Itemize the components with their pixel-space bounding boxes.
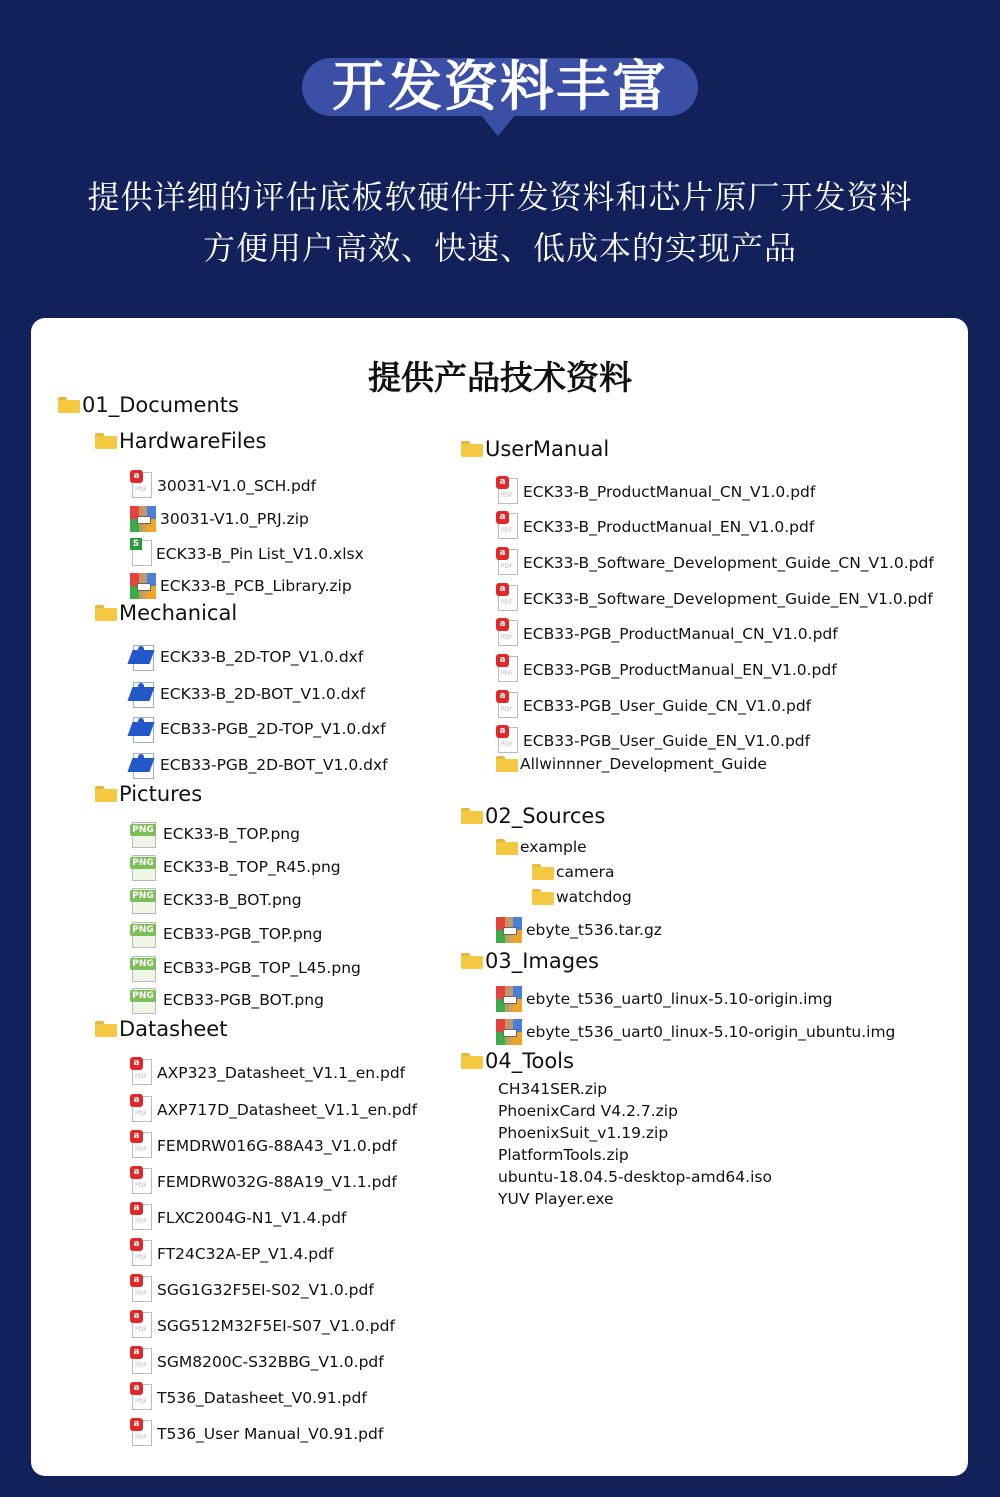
png-image-icon: PNG [130,988,158,1012]
folder-icon [461,1053,483,1069]
cad-file-icon [130,752,156,778]
pdf-file-icon: a PDF [130,1166,152,1194]
folder-item[interactable] [461,437,609,461]
file-item[interactable] [130,573,352,599]
folder-label: Mechanical [119,601,238,625]
pdf-file-icon: a PDF [496,547,518,575]
card-title: 提供产品技术资料 [368,358,632,397]
file-item[interactable] [130,888,302,912]
folder-item[interactable] [95,429,266,453]
pdf-file-icon: a PDF [130,1346,152,1374]
pdf-file-icon: a PDF [130,1202,152,1230]
file-label: 30031-V1.0_PRJ.zip [160,510,309,528]
folder-label: 04_Tools [485,1049,574,1073]
pdf-file-icon: a PDF [496,690,518,718]
file-label: ECB33-PGB_2D-TOP_V1.0.dxf [160,720,386,738]
file-item[interactable] [496,478,815,506]
file-label: ECB33-PGB_User_Guide_CN_V1.0.pdf [523,697,812,715]
folder-label: watchdog [556,888,632,906]
folder-label: Allwinnner_Development_Guide [520,755,767,773]
file-item[interactable] [130,1132,397,1160]
pdf-file-icon: a PDF [130,1418,152,1446]
file-item[interactable] [496,692,811,720]
folder-item[interactable] [58,393,239,417]
folder-icon [532,864,554,880]
png-image-icon: PNG [130,922,158,946]
file-label: CH341SER.zip [498,1080,608,1098]
folder-item[interactable] [532,888,632,906]
pdf-file-icon: a PDF [130,1238,152,1266]
file-label: FEMDRW032G-88A19_V1.1.pdf [157,1173,397,1191]
file-label: ECK33-B_BOT.png [163,891,302,909]
folder-label: Pictures [119,782,203,806]
folder-label: camera [556,863,615,881]
file-label: PhoenixSuit_v1.19.zip [498,1124,669,1142]
file-label: ECK33-B_PCB_Library.zip [160,577,352,595]
file-item[interactable] [496,549,934,577]
folder-item[interactable] [461,804,605,828]
file-item[interactable] [130,506,309,532]
file-label: T536_User Manual_V0.91.pdf [157,1425,384,1443]
folder-icon [461,953,483,969]
folder-icon [461,441,483,457]
pdf-file-icon: a PDF [496,725,518,753]
file-item[interactable] [130,752,388,778]
file-label: FLXC2004G-N1_V1.4.pdf [157,1209,347,1227]
file-item[interactable] [496,585,933,613]
file-item[interactable] [130,540,364,568]
folder-item[interactable] [95,601,237,625]
file-item[interactable] [130,1276,374,1304]
archive-file-icon [130,573,156,599]
folder-icon [461,808,483,824]
file-item[interactable] [130,988,324,1012]
file-label: ECB33-PGB_ProductManual_CN_V1.0.pdf [523,625,838,643]
file-label: ECB33-PGB_User_Guide_EN_V1.0.pdf [523,732,811,750]
file-item[interactable] [496,917,662,943]
file-label: SGG1G32F5EI-S02_V1.0.pdf [157,1281,374,1299]
file-label: ECB33-PGB_ProductManual_EN_V1.0.pdf [523,661,837,679]
file-label: AXP323_Datasheet_V1.1_en.pdf [157,1064,406,1082]
archive-file-icon [496,1019,522,1045]
file-item[interactable] [130,644,363,670]
spreadsheet-file-icon: S [130,538,152,566]
file-item[interactable] [130,1312,395,1340]
png-image-icon: PNG [130,956,158,980]
folder-icon [95,786,117,802]
pdf-file-icon: a PDF [496,583,518,611]
file-label: YUV Player.exe [498,1190,614,1208]
file-item[interactable] [496,1019,895,1045]
pdf-file-icon: a PDF [496,618,518,646]
file-item[interactable] [498,1102,678,1120]
file-label: ECB33-PGB_TOP_L45.png [163,959,361,977]
file-label: ECK33-B_TOP.png [163,825,300,843]
page-title: 开发资料丰富 [332,55,668,118]
file-item[interactable] [130,822,300,846]
file-item[interactable] [130,681,365,707]
file-label: ubuntu-18.04.5-desktop-amd64.iso [498,1168,772,1186]
file-item[interactable] [130,1384,367,1412]
cad-file-icon [130,716,156,742]
folder-label: 01_Documents [82,393,239,417]
folder-label: UserManual [485,437,610,461]
file-item[interactable] [498,1168,772,1186]
file-item[interactable] [496,986,832,1012]
file-item[interactable] [130,1059,405,1087]
file-label: SGM8200C-S32BBG_V1.0.pdf [157,1353,384,1371]
folder-label: 03_Images [485,949,599,973]
file-label: ECB33-PGB_2D-BOT_V1.0.dxf [160,756,388,774]
pdf-file-icon: a PDF [496,511,518,539]
file-item[interactable] [130,1096,417,1124]
file-label: ECK33-B_2D-TOP_V1.0.dxf [160,648,364,666]
folder-icon [496,756,518,772]
folder-label: 02_Sources [485,804,606,828]
subtitle-line-2: 方便用户高效、快速、低成本的实现产品 [202,229,797,267]
file-label: ebyte_t536_uart0_linux-5.10-origin.img [526,990,833,1008]
subtitle-line-1: 提供详细的评估底板软硬件开发资料和芯片原厂开发资料 [87,178,913,216]
pdf-file-icon: a PDF [496,476,518,504]
pdf-file-icon: a PDF [130,1310,152,1338]
file-item[interactable] [130,1204,346,1232]
folder-icon [95,433,117,449]
png-image-icon: PNG [130,855,158,879]
folder-icon [496,839,518,855]
file-label: SGG512M32F5EI-S07_V1.0.pdf [157,1317,395,1335]
folder-item[interactable] [461,1049,574,1073]
file-item[interactable] [130,922,322,946]
file-label: ECK33-B_Software_Development_Guide_EN_V1.0.pdf [523,590,933,608]
file-label: ECK33-B_TOP_R45.png [163,858,341,876]
folder-icon [58,397,80,413]
file-item[interactable] [130,1420,383,1448]
file-label: PhoenixCard V4.2.7.zip [498,1102,678,1120]
file-item[interactable] [498,1190,614,1208]
cad-file-icon [130,644,156,670]
file-label: PlatformTools.zip [498,1146,629,1164]
archive-file-icon [496,986,522,1012]
file-item[interactable] [130,956,361,980]
file-label: ECK33-B_ProductManual_EN_V1.0.pdf [523,518,815,536]
pdf-file-icon: a PDF [130,1130,152,1158]
png-image-icon: PNG [130,888,158,912]
file-label: ECK33-B_Pin List_V1.0.xlsx [156,545,364,563]
file-item[interactable] [498,1146,629,1164]
pdf-file-icon: a PDF [130,1274,152,1302]
archive-file-icon [496,917,522,943]
pdf-file-icon: a PDF [130,1057,152,1085]
file-item[interactable] [498,1080,607,1098]
file-item[interactable] [130,1240,333,1268]
file-label: ECB33-PGB_BOT.png [163,991,324,1009]
file-item[interactable] [130,716,386,742]
file-label: FT24C32A-EP_V1.4.pdf [157,1245,334,1263]
file-item[interactable] [496,656,837,684]
file-item[interactable] [496,513,814,541]
folder-label: HardwareFiles [119,429,267,453]
file-label: 30031-V1.0_SCH.pdf [157,477,317,495]
folder-item[interactable] [532,863,615,881]
file-label: AXP717D_Datasheet_V1.1_en.pdf [157,1101,418,1119]
file-item[interactable] [130,1168,397,1196]
folder-label: Datasheet [119,1017,228,1041]
pdf-file-icon: a PDF [130,470,152,498]
file-label: ebyte_t536_uart0_linux-5.10-origin_ubuntu.img [526,1023,896,1041]
folder-icon [95,1021,117,1037]
folder-item[interactable] [95,1017,227,1041]
folder-item[interactable] [496,838,587,856]
folder-icon [532,889,554,905]
folder-item[interactable] [95,782,202,806]
file-label: ECK33-B_2D-BOT_V1.0.dxf [160,685,366,703]
pdf-file-icon: a PDF [496,654,518,682]
pdf-file-icon: a PDF [130,1094,152,1122]
file-item[interactable] [130,855,341,879]
folder-item[interactable] [461,949,599,973]
file-label: FEMDRW016G-88A43_V1.0.pdf [157,1137,397,1155]
file-label: T536_Datasheet_V0.91.pdf [157,1389,367,1407]
file-item[interactable] [130,1348,384,1376]
pdf-file-icon: a PDF [130,1382,152,1410]
file-label: ECK33-B_ProductManual_CN_V1.0.pdf [523,483,816,501]
archive-file-icon [130,506,156,532]
file-item[interactable] [498,1124,668,1142]
folder-icon [95,605,117,621]
png-image-icon: PNG [130,822,158,846]
file-label: ECK33-B_Software_Development_Guide_CN_V1.0.pdf [523,554,934,572]
file-label: ECB33-PGB_TOP.png [163,925,323,943]
folder-label: example [520,838,587,856]
file-label: ebyte_t536.tar.gz [526,921,662,939]
file-item[interactable] [130,472,316,500]
file-item[interactable] [496,620,838,648]
file-item[interactable] [496,727,810,755]
folder-item[interactable] [496,755,767,773]
cad-file-icon [130,681,156,707]
